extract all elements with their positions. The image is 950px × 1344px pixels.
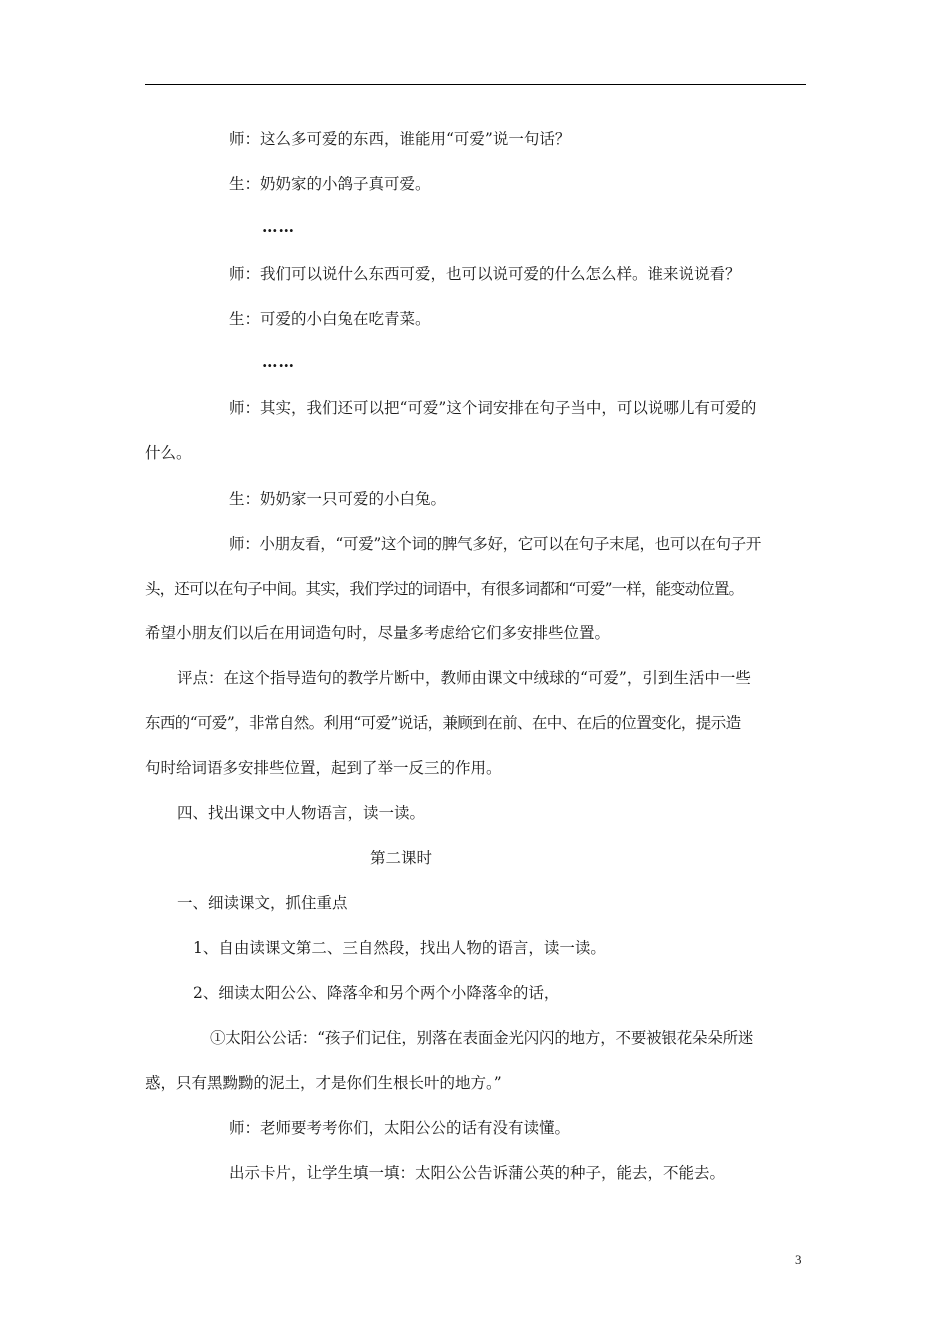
text-line: 惑，只有黑黝黝的泥土，才是你们生根长叶的地方。” bbox=[145, 1074, 502, 1092]
text-line: 师：这么多可爱的东西，谁能用“可爱”说一句话？ bbox=[229, 130, 571, 148]
lesson-title: 第二课时 bbox=[370, 849, 433, 867]
list-item: 1、自由读课文第二、三自然段，找出人物的语言，读一读。 bbox=[193, 939, 606, 957]
text-line: 东西的“可爱”，非常自然。利用“可爱”说话，兼顾到在前、在中、在后的位置变化，提示造 bbox=[145, 714, 741, 732]
text-line: 生：奶奶家一只可爱的小白兔。 bbox=[229, 490, 447, 508]
text-line: 出示卡片，让学生填一填：太阳公公告诉蒲公英的种子，能去，不能去。 bbox=[229, 1164, 726, 1182]
text-line: 句时给词语多安排些位置，起到了举一反三的作用。 bbox=[145, 759, 502, 777]
ellipsis: …… bbox=[262, 217, 295, 236]
section-heading: 四、找出课文中人物语言，读一读。 bbox=[177, 804, 426, 822]
section-heading: 一、细读课文，抓住重点 bbox=[177, 894, 348, 912]
text-line: 头，还可以在句子中间。其实，我们学过的词语中，有很多词都和“可爱”一样，能变动位置。 bbox=[145, 580, 744, 598]
text-line: 希望小朋友们以后在用词造句时，尽量多考虑给它们多安排些位置。 bbox=[145, 624, 611, 642]
text-line: 师：我们可以说什么东西可爱，也可以说可爱的什么怎么样。谁来说说看？ bbox=[229, 265, 741, 283]
page-number: 3 bbox=[795, 1252, 802, 1267]
text-line: 师：小朋友看，“可爱”这个词的脾气多好，它可以在句子末尾，也可以在句子开 bbox=[229, 535, 762, 553]
text-line: 生：可爱的小白兔在吃青菜。 bbox=[229, 310, 431, 328]
text-line: ①太阳公公话：“孩子们记住，别落在表面金光闪闪的地方，不要被银花朵朵所迷 bbox=[210, 1029, 754, 1047]
text-line: 师：老师要考考你们，太阳公公的话有没有读懂。 bbox=[229, 1119, 571, 1137]
text-line: 评点：在这个指导造句的教学片断中，教师由课文中绒球的“可爱”，引到生活中一些 bbox=[177, 669, 751, 687]
text-line: 师：其实，我们还可以把“可爱”这个词安排在句子当中，可以说哪儿有可爱的 bbox=[229, 399, 757, 417]
ellipsis: …… bbox=[262, 352, 295, 371]
header-rule bbox=[145, 84, 806, 85]
text-line: 什么。 bbox=[145, 444, 192, 462]
text-line: 生：奶奶家的小鸽子真可爱。 bbox=[229, 175, 431, 193]
list-item: 2、细读太阳公公、降落伞和另个两个小降落伞的话， bbox=[193, 984, 560, 1002]
